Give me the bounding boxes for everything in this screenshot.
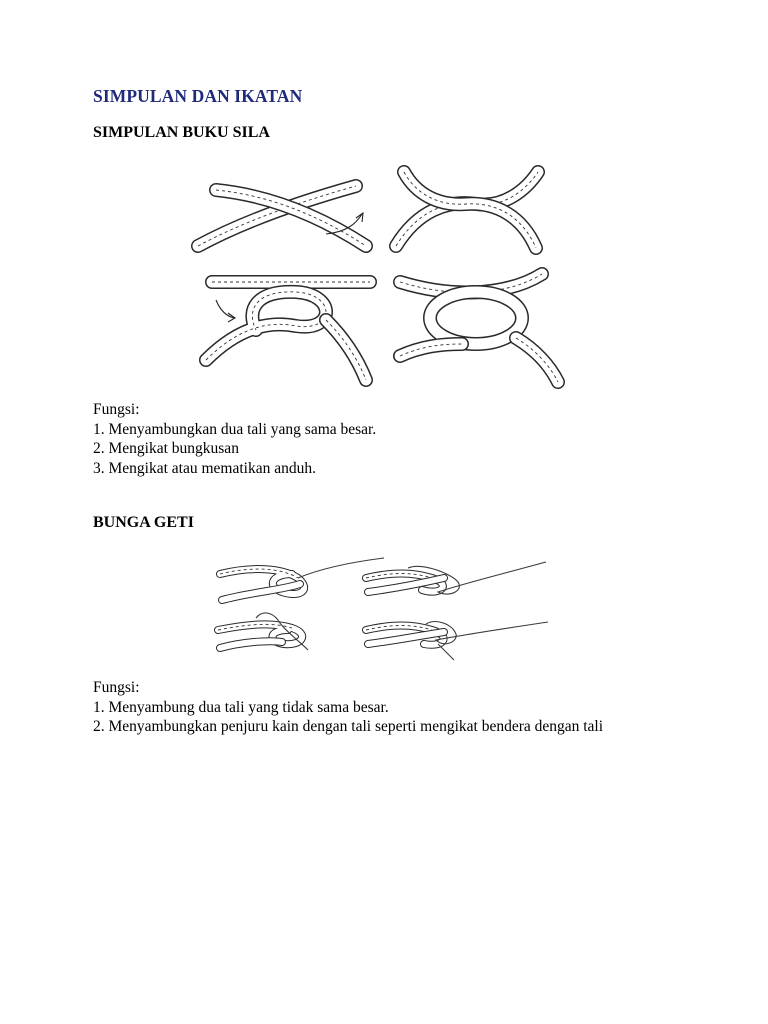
sheet-bend-step-3 bbox=[218, 613, 308, 650]
reef-knot-step-1 bbox=[198, 186, 366, 246]
section-heading-bunga-geti: BUNGA GETI bbox=[93, 514, 194, 531]
sheet-bend-illustration bbox=[212, 548, 556, 666]
buku-sila-functions bbox=[93, 400, 675, 478]
sheet-bend-step-2 bbox=[366, 562, 546, 594]
function-item: 2. Menyambungkan penjuru kain dengan tali seperti mengikat bendera dengan tali bbox=[93, 718, 604, 735]
section-heading-buku-sila: SIMPULAN BUKU SILA bbox=[93, 124, 270, 141]
reef-knot-step-4 bbox=[400, 274, 558, 382]
sheet-bend-step-1 bbox=[220, 558, 384, 600]
page-title: SIMPULAN DAN IKATAN bbox=[93, 86, 303, 106]
reef-knot-step-3 bbox=[206, 282, 370, 380]
function-item: 1. Menyambung dua tali yang tidak sama besar. bbox=[93, 698, 389, 716]
sheet-bend-step-4 bbox=[366, 622, 548, 660]
reef-knot-step-2 bbox=[396, 172, 538, 248]
function-item: 2. Mengikat bungkusan bbox=[93, 440, 239, 457]
function-label: Fungsi: bbox=[93, 401, 140, 418]
reef-knot-illustration bbox=[186, 160, 582, 394]
function-item: 3. Mengikat atau mematikan anduh. bbox=[93, 459, 316, 477]
function-label: Fungsi: bbox=[93, 679, 140, 696]
bunga-geti-functions bbox=[93, 678, 675, 737]
function-item: 1. Menyambungkan dua tali yang sama besar. bbox=[93, 420, 377, 438]
